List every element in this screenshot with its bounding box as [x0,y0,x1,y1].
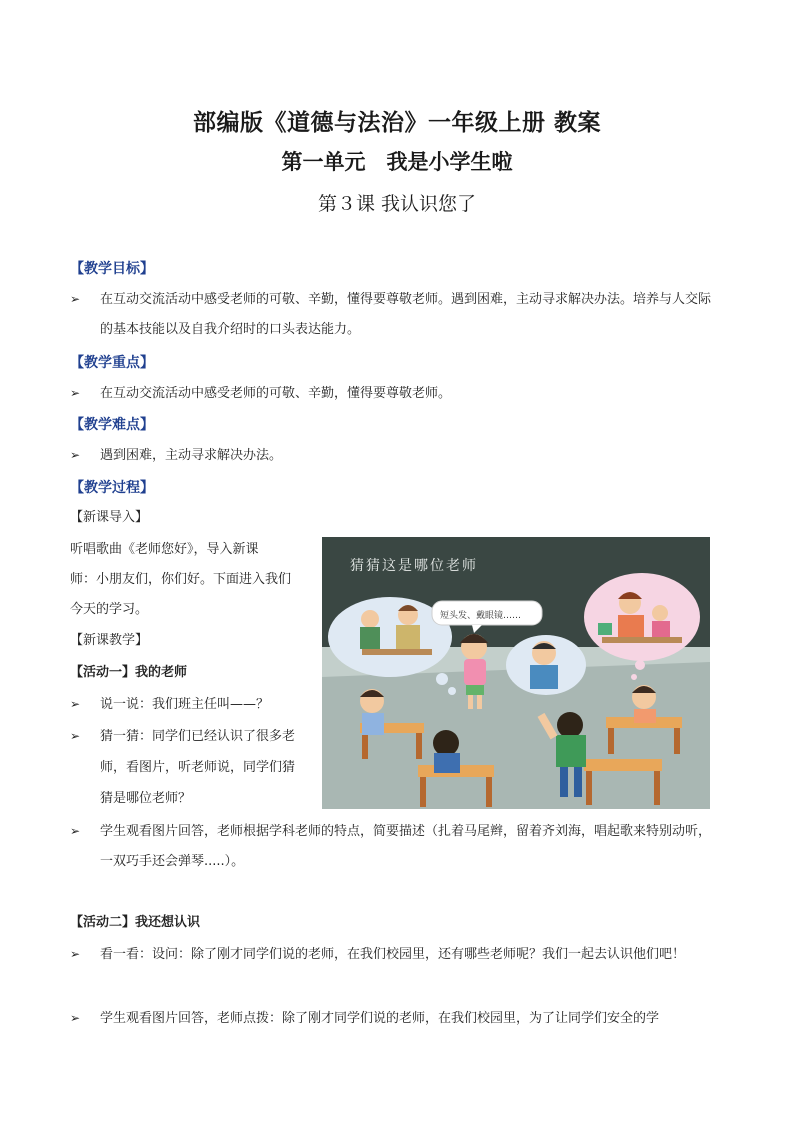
blackboard-text: 猜猜这是哪位老师 [350,558,478,574]
key-paragraph [70,378,722,409]
activity-2-item-1-text: 看一看：设问：除了刚才同学们说的老师，在我们校园里，还有哪些老师呢？我们一起去认识他们吧！ [100,947,686,962]
bullet-arrow-icon: ➢ [70,729,81,743]
activity-1-item-2-line-1: 猜一猜：同学们已经认识了很多老 [100,729,296,744]
girl-student-right [632,685,656,723]
teacher-face [361,610,379,628]
thought-bubble-middle [506,635,586,695]
lesson-title: 第３课 我认识您了 [317,193,477,215]
teach-label: 【新课教学】 [70,633,149,648]
section-goal-heading: 【教学目标】 [70,261,154,277]
intro-line-1: 听唱歌曲《老师您好》，导入新课 [70,542,259,557]
intro-label: 【新课导入】 [70,510,149,525]
activity-2-item-2-text: 学生观看图片回答，老师点拨：除了刚才同学们说的老师，在我们校园里，为了让同学们安全的学 [100,1011,660,1026]
section-key-heading: 【教学重点】 [70,355,154,371]
bullet-arrow-icon: ➢ [70,448,81,462]
activity-1-heading: 【活动一】我的老师 [70,665,188,680]
intro-line-3: 今天的学习。 [70,602,149,617]
classroom-illustration [322,537,710,809]
key-text: 在互动交流活动中感受老师的可敬、辛勤，懂得要尊敬老师。 [100,386,452,401]
hard-paragraph [70,440,722,471]
bullet-arrow-icon: ➢ [70,1011,81,1025]
activity-1-item-2-line-2: 师，看图片，听老师说，同学们猜 [100,760,296,775]
hard-text: 遇到困难，主动寻求解决办法。 [100,448,283,463]
activity-1-item-1: 说一说：我们班主任叫——？ [100,697,270,712]
activity-1-item-2-line-3: 猜是哪位老师？ [100,791,192,806]
bullet-arrow-icon: ➢ [70,386,81,400]
activity-1-item-3-text: 学生观看图片回答，老师根据学科老师的特点，简要描述（扎着马尾辫，留着齐刘海，唱起歌来特别动听，一双巧手还会弹琴.....）。 [100,824,712,869]
unit-title: 第一单元 我是小学生啦 [281,149,513,174]
bullet-arrow-icon: ➢ [70,292,81,306]
goal-paragraph [70,284,722,345]
bullet-arrow-icon: ➢ [70,697,81,711]
activity-2-item-1 [70,939,722,970]
activity-1-item-3 [70,816,722,877]
goal-text: 在互动交流活动中感受老师的可敬、辛勤，懂得要尊敬老师。遇到困难，主动寻求解决办法。培养与人交际的基本技能以及自我介绍时的口头表达能力。 [100,292,712,337]
activity-2-heading: 【活动二】我还想认识 [70,915,201,930]
speech-bubble-text: 短头发、戴眼镜…… [440,611,522,621]
document-title: 部编版《道德与法治》一年级上册 教案 [192,109,601,136]
bullet-arrow-icon: ➢ [70,824,81,838]
activity-2-item-2 [70,1003,722,1034]
intro-line-2: 师：小朋友们，你们好。下面进入我们 [70,572,292,587]
section-process-heading: 【教学过程】 [70,480,154,496]
bullet-arrow-icon: ➢ [70,947,81,961]
section-hard-heading: 【教学难点】 [70,417,154,433]
